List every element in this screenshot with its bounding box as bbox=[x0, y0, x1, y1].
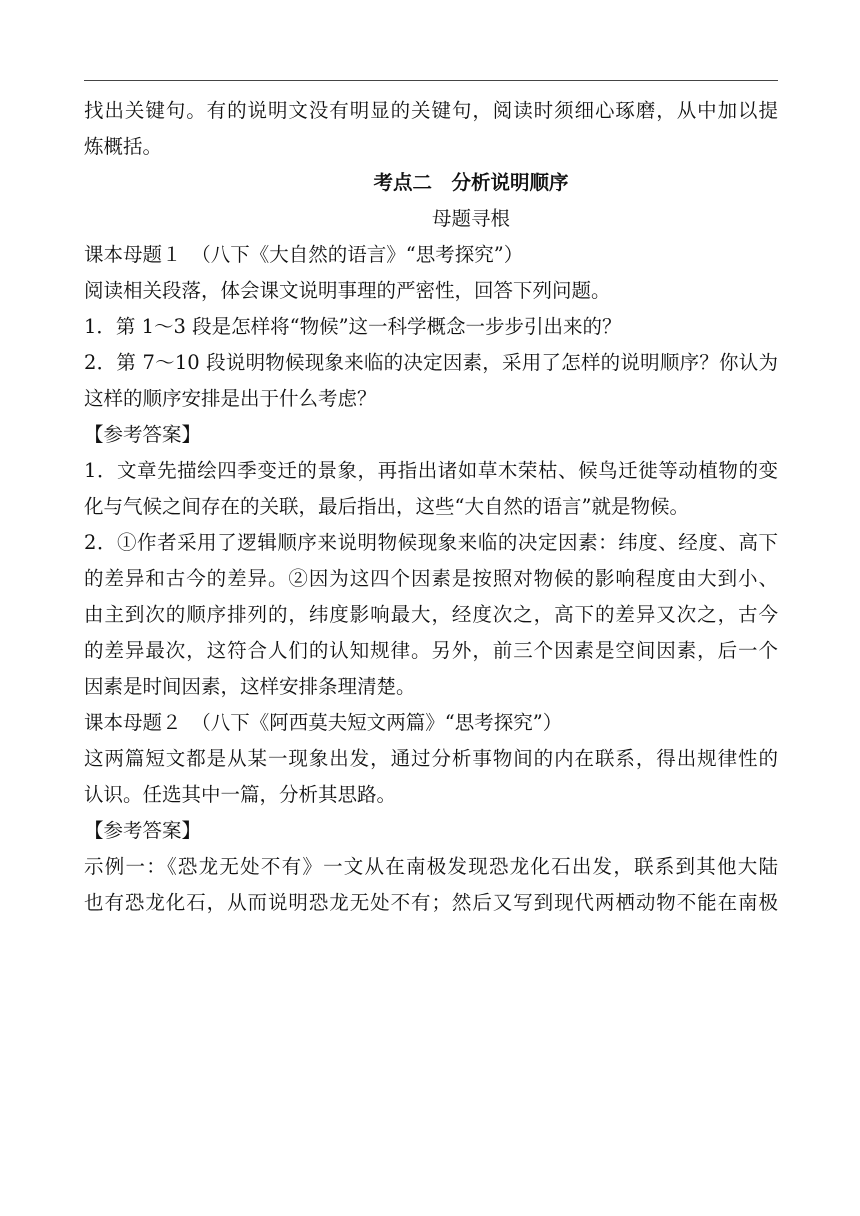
paragraph-line: 找出关键句。有的说明文没有明显的关键句，阅读时须细心琢磨，从中加以提 bbox=[84, 99, 778, 122]
question-line: 2．第 7～10 段说明物候现象来临的决定因素，采用了怎样的说明顺序？你认为 bbox=[84, 351, 778, 374]
answer-line: 的差异最次，这符合人们的认知规律。另外，前三个因素是空间因素，后一个 bbox=[84, 639, 778, 662]
question-line: 这样的顺序安排是出于什么考虑？ bbox=[84, 387, 377, 410]
answer-line: 化与气候之间存在的关联，最后指出，这些“大自然的语言”就是物候。 bbox=[84, 495, 689, 518]
answer-line: 由主到次的顺序排列的，纬度影响最大，经度次之，高下的差异又次之，古今 bbox=[84, 603, 778, 626]
answer-heading: 【参考答案】 bbox=[84, 819, 202, 842]
question-line: 1．第 1～3 段是怎样将“物候”这一科学概念一步步引出来的？ bbox=[84, 315, 622, 338]
answer-line: 因素是时间因素，这样安排条理清楚。 bbox=[84, 675, 416, 698]
textbook-question-title: 课本母题１ （八下《大自然的语言》“思考探究”） bbox=[84, 243, 524, 266]
paragraph-line: 阅读相关段落，体会课文说明事理的严密性，回答下列问题。 bbox=[84, 279, 611, 302]
document-body bbox=[84, 93, 778, 921]
paragraph-line: 炼概括。 bbox=[84, 135, 163, 158]
textbook-question-title: 课本母题２ （八下《阿西莫夫短文两篇》“思考探究”） bbox=[84, 711, 563, 734]
answer-line: 的差异和古今的差异。②因为这四个因素是按照对物候的影响程度由大到小、 bbox=[84, 567, 778, 590]
question-line: 这两篇短文都是从某一现象出发，通过分析事物间的内在联系，得出规律性的 bbox=[84, 747, 778, 770]
answer-line: 也有恐龙化石，从而说明恐龙无处不有；然后又写到现代两栖动物不能在南极 bbox=[84, 891, 778, 914]
question-line: 认识。任选其中一篇，分析其思路。 bbox=[84, 783, 397, 806]
answer-heading: 【参考答案】 bbox=[84, 423, 202, 446]
section-heading: 考点二 分析说明顺序 bbox=[373, 171, 569, 194]
answer-line: 示例一：《恐龙无处不有》一文从在南极发现恐龙化石出发，联系到其他大陆 bbox=[84, 855, 778, 878]
header-rule bbox=[84, 80, 778, 81]
answer-line: 1．文章先描绘四季变迁的景象，再指出诸如草木荣枯、候鸟迁徙等动植物的变 bbox=[84, 459, 778, 482]
section-subheading: 母题寻根 bbox=[431, 207, 510, 230]
answer-line: 2．①作者采用了逻辑顺序来说明物候现象来临的决定因素：纬度、经度、高下 bbox=[84, 531, 778, 554]
